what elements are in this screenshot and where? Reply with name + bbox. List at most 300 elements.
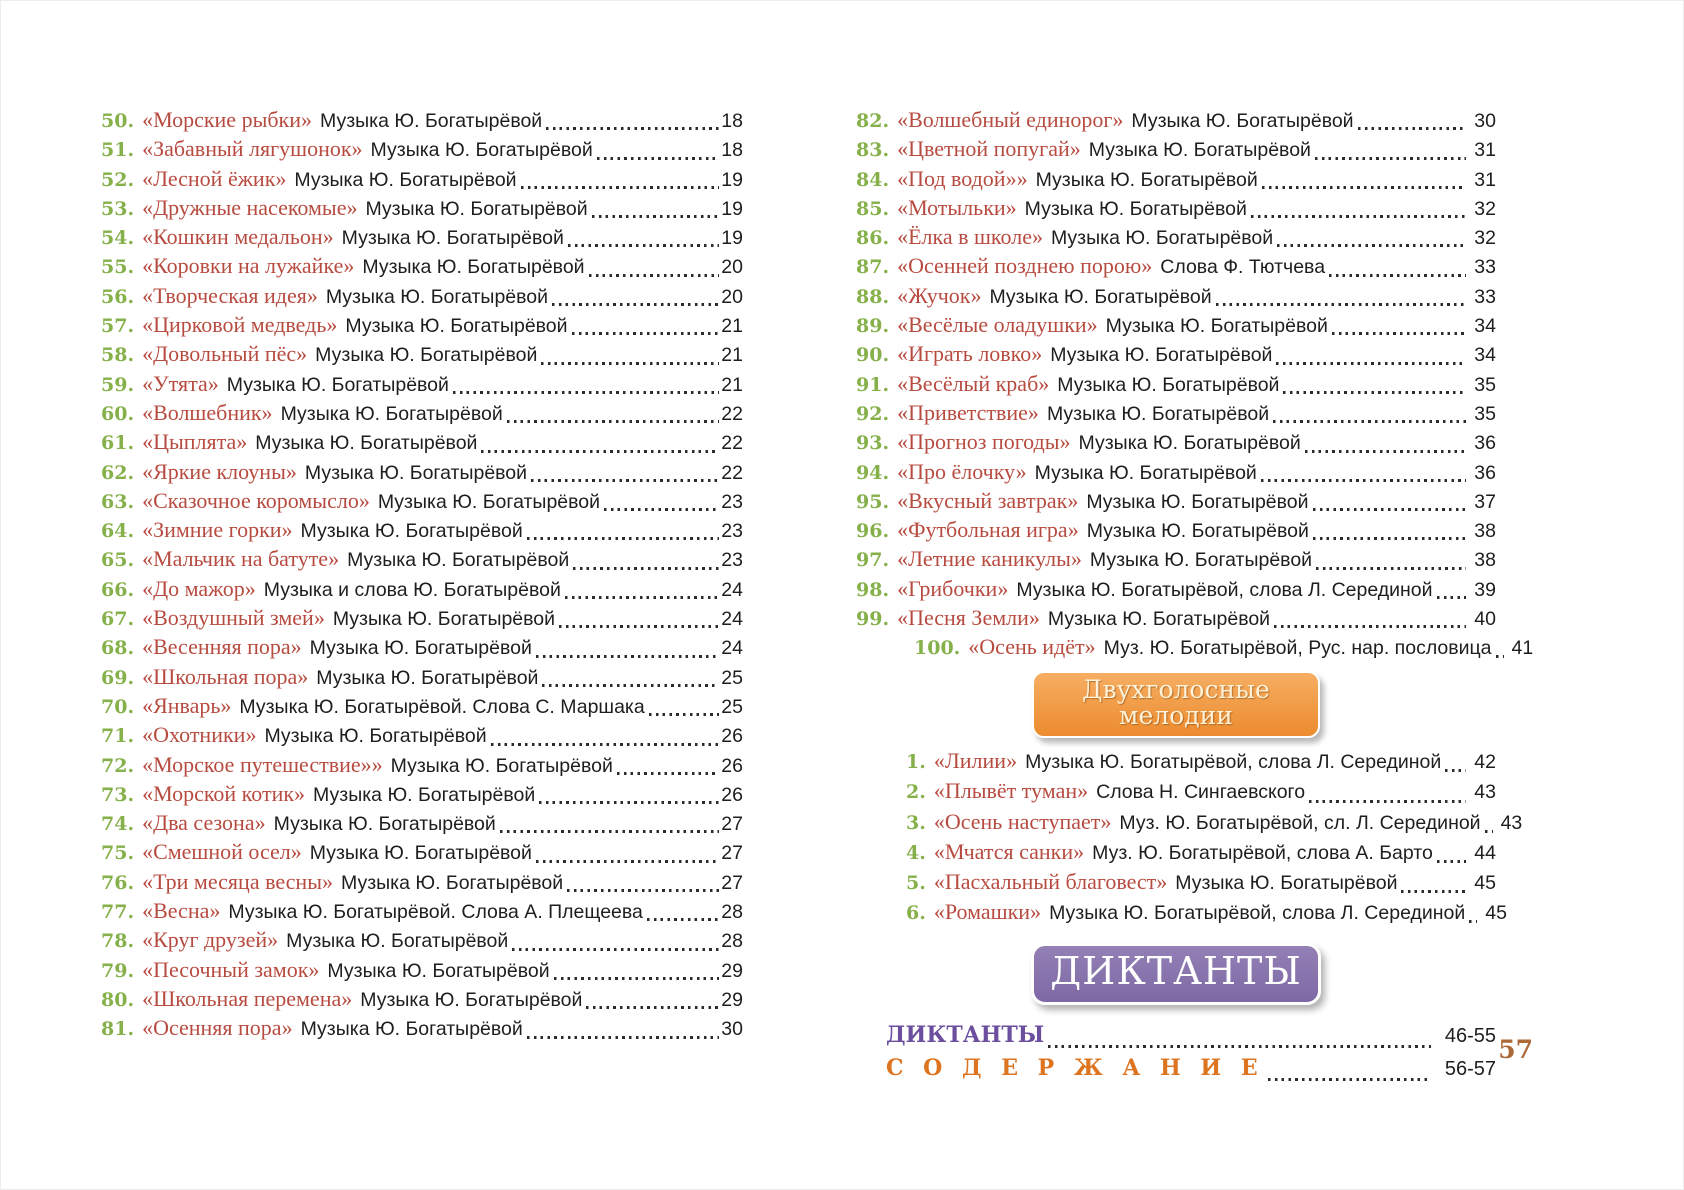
entry-number: 57.	[101, 315, 135, 338]
entry-credit: Музыка Ю. Богатырёвой	[1024, 197, 1247, 220]
toc-entry	[856, 459, 1496, 488]
entry-page-number: 18	[721, 110, 743, 132]
entry-number: 63.	[101, 490, 135, 513]
dotted-leader	[541, 362, 719, 365]
entry-credit: Музыка Ю. Богатырёвой	[345, 315, 568, 338]
entry-title: «Забавный лягушонок»	[142, 136, 363, 162]
entry-title: «Три месяца весны»	[142, 868, 333, 894]
entry-page-number: 20	[721, 256, 743, 279]
toc-entry	[856, 488, 1496, 517]
toc-entry	[101, 341, 743, 370]
entry-title: «Январь»	[142, 692, 232, 718]
toc-entry	[101, 546, 743, 575]
entry-title: «Весёлые оладушки»	[897, 312, 1098, 338]
dotted-leader	[649, 713, 720, 716]
dotted-leader	[531, 479, 719, 482]
toc-entry	[101, 107, 743, 136]
entry-page-number: 32	[1474, 197, 1496, 220]
entry-credit: Музыка Ю. Богатырёвой	[280, 402, 503, 425]
dotted-leader	[536, 860, 719, 863]
toc-entry	[856, 517, 1496, 546]
entry-number: 96.	[856, 520, 890, 543]
section-badge-two-voice-melodies	[1032, 671, 1320, 739]
entry-page-number: 27	[721, 813, 743, 836]
entry-title: «Жучок»	[897, 282, 982, 308]
dotted-leader	[1274, 625, 1466, 628]
entry-page-number: 27	[721, 842, 743, 865]
entry-credit: Музыка Ю. Богатырёвой	[315, 344, 538, 367]
entry-credit: Музыка Ю. Богатырёвой	[313, 783, 536, 806]
toc-entry	[856, 341, 1496, 370]
entry-credit: Музыка Ю. Богатырёвой	[1086, 490, 1309, 513]
toc-entry	[101, 195, 743, 224]
entry-credit: Музыка Ю. Богатырёвой	[294, 168, 517, 191]
toc-entry	[856, 748, 1496, 778]
toc-entry	[856, 778, 1496, 808]
entry-title: «Дружные насекомые»	[142, 194, 358, 220]
entry-credit: Музыка Ю. Богатырёвой	[226, 373, 449, 396]
dotted-leader	[592, 215, 720, 218]
entry-number: 73.	[101, 783, 135, 806]
entry-number: 60.	[101, 402, 135, 425]
entry-number: 75.	[101, 842, 135, 865]
entry-credit: Музыка Ю. Богатырёвой	[316, 666, 539, 689]
dotted-leader	[527, 1036, 720, 1039]
entry-title: «Зимние горки»	[142, 517, 293, 543]
dotted-leader	[573, 567, 719, 570]
entry-page-number: 33	[1474, 256, 1496, 279]
dotted-leader	[1305, 450, 1467, 453]
toc-entry	[101, 927, 743, 956]
toc-column-left	[101, 107, 743, 1045]
entry-title: «Морские рыбки»	[142, 107, 313, 132]
toc-entry	[101, 693, 743, 722]
entry-credit: Музыка Ю. Богатырёвой	[989, 285, 1212, 308]
entry-page-number: 34	[1474, 315, 1496, 338]
entry-credit: Музыка Ю. Богатырёвой	[1175, 871, 1398, 894]
entry-number: 89.	[856, 315, 890, 338]
entry-page-number: 21	[721, 373, 743, 396]
entry-page-number: 19	[721, 197, 743, 220]
dotted-leader	[1401, 890, 1466, 893]
toc-entries-two-voice	[856, 748, 1523, 929]
entry-number: 58.	[101, 344, 135, 367]
dotted-leader	[586, 1006, 719, 1009]
dotted-leader	[1315, 157, 1466, 160]
entry-page-number: 38	[1474, 549, 1496, 572]
entry-page-number: 19	[721, 227, 743, 250]
entry-credit: Муз. Ю. Богатырёвой, слова А. Барто	[1092, 841, 1433, 864]
toc-entry	[856, 371, 1496, 400]
entry-page-number: 41	[1511, 637, 1534, 660]
entry-credit: Музыка Ю. Богатырёвой	[390, 754, 613, 777]
toc-entry	[101, 722, 743, 751]
entry-page-number: 24	[721, 608, 743, 631]
toc-entry	[101, 986, 743, 1015]
dotted-leader	[647, 918, 719, 921]
entry-title: «Весна»	[142, 898, 221, 924]
dotted-leader	[500, 830, 720, 833]
entry-page-number: 21	[721, 344, 743, 367]
toc-entry	[101, 957, 743, 986]
dotted-leader	[1316, 567, 1466, 570]
dotted-leader	[546, 127, 719, 130]
entry-page-number: 45	[1474, 871, 1496, 894]
toc-entry	[101, 634, 743, 663]
entry-credit: Музыка Ю. Богатырёвой	[1035, 168, 1258, 191]
entry-credit: Музыка Ю. Богатырёвой	[362, 256, 585, 279]
toc-entries-82-100	[856, 107, 1534, 664]
entry-title: «Осенняя пора»	[142, 1015, 293, 1041]
entry-credit: Музыка Ю. Богатырёвой. Слова С. Маршака	[239, 695, 645, 718]
entry-number: 81.	[101, 1018, 135, 1041]
entry-number: 99.	[856, 608, 890, 631]
dotted-leader	[453, 391, 719, 394]
entry-page-number: 27	[721, 871, 743, 894]
entry-number: 76.	[101, 871, 135, 894]
entry-title: «Школьная пора»	[142, 663, 309, 689]
entry-credit: Музыка Ю. Богатырёвой	[304, 461, 528, 484]
entry-number: 67.	[101, 608, 135, 631]
entry-title: «Весёлый краб»	[897, 370, 1050, 396]
toc-entry	[101, 898, 743, 927]
entry-credit: Музыка Ю. Богатырёвой	[1046, 402, 1270, 425]
entry-title: «Плывёт туман»	[933, 778, 1089, 804]
toc-entry	[856, 899, 1507, 929]
entry-title: «Вкусный завтрак»	[897, 487, 1079, 513]
entry-title: «Цыплята»	[142, 429, 248, 455]
entry-page-number: 35	[1474, 373, 1496, 396]
entry-number: 98.	[856, 578, 890, 601]
entry-credit: Музыка Ю. Богатырёвой	[1078, 432, 1301, 455]
footer-entry	[856, 1022, 1496, 1055]
entry-credit: Музыка Ю. Богатырёвой	[255, 432, 478, 455]
entry-title: «Осенней позднею порою»	[897, 253, 1153, 279]
entry-credit: Музыка Ю. Богатырёвой	[309, 842, 532, 865]
entry-title: «Ёлка в школе»	[897, 224, 1043, 250]
entry-number: 100.	[914, 637, 961, 660]
dotted-leader	[481, 450, 719, 453]
footer-page-range: 46-55	[1444, 1025, 1496, 1048]
entry-title: «Ромашки»	[933, 899, 1042, 925]
footer-entry	[856, 1055, 1496, 1088]
entry-credit: Музыка Ю. Богатырёвой, слова Л. Серединой	[1016, 578, 1433, 601]
toc-entry	[101, 429, 743, 458]
entry-number: 1.	[906, 751, 926, 774]
entry-title: «Цирковой медведь»	[142, 312, 338, 338]
entry-credit: Музыка Ю. Богатырёвой	[1057, 373, 1280, 396]
dotted-leader	[1332, 332, 1466, 335]
toc-entry	[856, 605, 1496, 634]
toc-entry	[101, 283, 743, 312]
entry-number: 82.	[856, 110, 890, 132]
entry-credit: Музыка Ю. Богатырёвой	[327, 959, 550, 982]
toc-entry	[856, 400, 1496, 429]
entry-number: 92.	[856, 402, 890, 425]
entry-number: 79.	[101, 959, 135, 982]
dotted-leader	[1329, 274, 1466, 277]
entry-credit: Музыка Ю. Богатырёвой	[300, 520, 523, 543]
dotted-leader	[568, 244, 719, 247]
dotted-leader	[554, 977, 720, 980]
dotted-leader	[491, 743, 720, 746]
entry-title: «Лесной ёжик»	[142, 165, 287, 191]
toc-entry	[101, 488, 743, 517]
entry-title: «Осень наступает»	[933, 808, 1112, 834]
entry-page-number: 20	[721, 285, 743, 308]
toc-entry	[101, 517, 743, 546]
entry-number: 55.	[101, 256, 135, 279]
dotted-leader	[1283, 391, 1466, 394]
entry-credit: Музыка Ю. Богатырёвой	[332, 608, 556, 631]
entry-number: 86.	[856, 227, 890, 250]
toc-entry	[101, 1015, 743, 1044]
toc-entry	[101, 839, 743, 868]
entry-page-number: 35	[1474, 402, 1496, 425]
dotted-leader	[604, 508, 719, 511]
entry-credit: Музыка Ю. Богатырёвой	[377, 490, 601, 513]
dotted-leader	[617, 772, 719, 775]
entry-page-number: 31	[1474, 168, 1496, 191]
dotted-leader	[565, 596, 719, 599]
entry-credit: Музыка Ю. Богатырёвой, слова Л. Серединой	[1049, 902, 1466, 925]
entry-number: 5.	[906, 871, 926, 894]
entry-credit: Музыка Ю. Богатырёвой	[1047, 608, 1271, 631]
entry-page-number: 39	[1474, 578, 1496, 601]
entry-title: «Осень идёт»	[968, 634, 1096, 660]
entry-credit: Музыка Ю. Богатырёвой	[1050, 227, 1274, 250]
dotted-leader	[552, 303, 719, 306]
entry-number: 83.	[856, 139, 890, 162]
toc-entry	[101, 869, 743, 898]
toc-entry	[856, 107, 1496, 136]
dictants-badge: ДИКТАНТЫ	[1031, 943, 1321, 1005]
entry-number: 2.	[906, 781, 926, 804]
entry-title: «Морское путешествие»»	[142, 751, 383, 777]
entry-page-number: 29	[721, 959, 743, 982]
toc-entry	[101, 576, 743, 605]
toc-entry	[101, 664, 743, 693]
dotted-leader	[1216, 303, 1467, 306]
entry-number: 72.	[101, 754, 135, 777]
dotted-leader	[539, 801, 719, 804]
entry-title: «Грибочки»	[897, 575, 1009, 601]
entry-credit: Музыка Ю. Богатырёвой	[1089, 549, 1313, 572]
toc-entry	[856, 224, 1496, 253]
entry-title: «Школьная перемена»	[142, 985, 353, 1011]
toc-entry	[101, 312, 743, 341]
toc-entry	[101, 371, 743, 400]
dotted-leader	[521, 186, 720, 189]
entry-page-number: 42	[1474, 751, 1496, 774]
dotted-leader	[1437, 596, 1467, 599]
dotted-leader	[1496, 655, 1504, 658]
entry-page-number: 30	[1474, 110, 1496, 132]
entry-page-number: 29	[721, 988, 743, 1011]
entry-title: «Довольный пёс»	[142, 341, 308, 367]
entry-title: «До мажор»	[142, 575, 256, 601]
entry-title: «Приветствие»	[897, 399, 1039, 425]
entry-page-number: 26	[721, 754, 743, 777]
page-number: 57	[1498, 1035, 1533, 1064]
entry-title: «Весенняя пора»	[142, 634, 302, 660]
entry-title: «Пасхальный благовест»	[933, 868, 1168, 894]
entry-title: «Лилии»	[933, 748, 1018, 774]
entry-title: «Воздушный змей»	[142, 605, 325, 631]
entry-credit: Музыка Ю. Богатырёвой	[365, 197, 588, 220]
dotted-leader	[1268, 1078, 1431, 1081]
entry-credit: Музыка Ю. Богатырёвой	[300, 1018, 523, 1041]
dotted-leader	[1313, 508, 1467, 511]
entry-credit: Музыка Ю. Богатырёвой	[370, 139, 593, 162]
dotted-leader	[589, 274, 720, 277]
entry-title: «Цветной попугай»	[897, 136, 1081, 162]
entry-credit: Музыка Ю. Богатырёвой. Слова А. Плещеева	[228, 901, 643, 924]
entry-page-number: 24	[721, 637, 743, 660]
dotted-leader	[1251, 215, 1466, 218]
entry-page-number: 28	[721, 901, 743, 924]
entry-title: «Морской котик»	[142, 780, 306, 806]
toc-entry	[101, 605, 743, 634]
toc-entry	[856, 546, 1496, 575]
entry-title: «Мчатся санки»	[933, 838, 1085, 864]
toc-entry	[856, 634, 1534, 663]
entry-title: «Играть ловко»	[897, 341, 1043, 367]
entry-page-number: 24	[721, 578, 743, 601]
toc-entry	[856, 429, 1496, 458]
entry-number: 74.	[101, 813, 135, 836]
entry-number: 50.	[101, 110, 135, 132]
entry-credit: Музыка Ю. Богатырёвой, слова Л. Серединой	[1025, 751, 1442, 774]
entry-number: 51.	[101, 139, 135, 162]
toc-entry	[856, 312, 1496, 341]
entry-credit: Музыка Ю. Богатырёвой	[309, 637, 532, 660]
entry-credit: Музыка Ю. Богатырёвой	[1131, 110, 1354, 132]
footer-label: С О Д Е Р Ж А Н И Е	[886, 1055, 1264, 1082]
entry-page-number: 43	[1474, 781, 1496, 804]
entry-number: 70.	[101, 695, 135, 718]
entry-title: «Песня Земли»	[897, 605, 1040, 631]
dotted-leader	[597, 157, 720, 160]
toc-entry	[856, 576, 1496, 605]
entry-title: «Два сезона»	[142, 810, 266, 836]
entry-page-number: 43	[1500, 811, 1523, 834]
entry-page-number: 37	[1474, 490, 1496, 513]
entry-title: «Под водой»»	[897, 165, 1028, 191]
entry-number: 71.	[101, 725, 135, 748]
toc-column-right	[856, 107, 1534, 1088]
entry-credit: Музыка Ю. Богатырёвой	[1105, 315, 1328, 338]
entry-credit: Музыка Ю. Богатырёвой	[1050, 344, 1273, 367]
entry-number: 6.	[906, 902, 926, 925]
entry-credit: Музыка Ю. Богатырёвой	[286, 930, 509, 953]
dotted-leader	[1276, 362, 1466, 365]
entry-number: 95.	[856, 490, 890, 513]
entry-title: «Про ёлочку»	[897, 458, 1027, 484]
entry-title: «Охотники»	[142, 722, 257, 748]
entry-page-number: 23	[721, 549, 743, 572]
entry-number: 87.	[856, 256, 890, 279]
entry-page-number: 28	[721, 930, 743, 953]
dotted-leader	[572, 332, 720, 335]
dotted-leader	[1445, 769, 1466, 772]
toc-entry	[856, 166, 1496, 195]
entry-number: 90.	[856, 344, 890, 367]
entry-page-number: 40	[1474, 608, 1496, 631]
entry-credit: Муз. Ю. Богатырёвой, Рус. нар. пословица	[1103, 637, 1492, 660]
entry-title: «Смешной осел»	[142, 839, 302, 865]
entry-page-number: 38	[1474, 520, 1496, 543]
dotted-leader	[1309, 800, 1466, 803]
toc-entry	[101, 166, 743, 195]
entry-credit: Музыка Ю. Богатырёвой	[264, 725, 487, 748]
entry-page-number: 26	[721, 725, 743, 748]
dotted-leader	[1261, 479, 1466, 482]
toc-entry	[856, 195, 1496, 224]
entry-page-number: 33	[1474, 285, 1496, 308]
entry-page-number: 19	[721, 168, 743, 191]
dotted-leader	[1358, 127, 1467, 130]
dotted-leader	[542, 684, 719, 687]
entry-title: «Мальчик на батуте»	[142, 546, 340, 572]
entry-credit: Музыка Ю. Богатырёвой	[1086, 520, 1309, 543]
entry-number: 54.	[101, 227, 135, 250]
entry-title: «Волшебный единорог»	[897, 107, 1124, 132]
entry-title: «Волшебник»	[142, 399, 273, 425]
dotted-leader	[559, 625, 719, 628]
entry-page-number: 36	[1474, 461, 1496, 484]
toc-entry	[101, 253, 743, 282]
entry-number: 77.	[101, 901, 135, 924]
section-badge-line2: мелодии	[1119, 700, 1233, 730]
toc-entry	[101, 459, 743, 488]
entry-number: 3.	[906, 811, 926, 834]
entry-page-number: 23	[721, 520, 743, 543]
entry-page-number: 25	[721, 666, 743, 689]
entry-credit: Музыка Ю. Богатырёвой	[340, 871, 564, 894]
entry-page-number: 34	[1474, 344, 1496, 367]
footer-page-range: 56-57	[1444, 1058, 1496, 1081]
entry-title: «Кошкин медальон»	[142, 224, 334, 250]
entry-page-number: 36	[1474, 432, 1496, 455]
entry-page-number: 23	[721, 490, 743, 513]
entry-page-number: 44	[1474, 841, 1496, 864]
entry-page-number: 25	[721, 695, 743, 718]
entry-page-number: 45	[1485, 902, 1507, 925]
entry-title: «Творческая идея»	[142, 282, 318, 308]
entry-page-number: 32	[1474, 227, 1496, 250]
entry-credit: Музыка Ю. Богатырёвой	[1088, 139, 1311, 162]
entry-number: 4.	[906, 841, 926, 864]
entry-credit: Музыка Ю. Богатырёвой	[347, 549, 570, 572]
dotted-leader	[567, 889, 719, 892]
dotted-leader	[1277, 244, 1466, 247]
section-badge-line1: Двухголосные	[1082, 674, 1270, 704]
dotted-leader	[1048, 1045, 1431, 1048]
entry-number: 56.	[101, 285, 135, 308]
dotted-leader	[1485, 830, 1493, 833]
entry-title: «Сказочное коромысло»	[142, 487, 370, 513]
entry-number: 62.	[101, 461, 135, 484]
dotted-leader	[536, 655, 719, 658]
entry-credit: Музыка Ю. Богатырёвой	[273, 813, 496, 836]
toc-entry	[101, 400, 743, 429]
toc-entry	[856, 253, 1496, 282]
dotted-leader	[507, 420, 720, 423]
entry-number: 59.	[101, 373, 135, 396]
entry-number: 53.	[101, 197, 135, 220]
toc-entry	[856, 869, 1496, 899]
